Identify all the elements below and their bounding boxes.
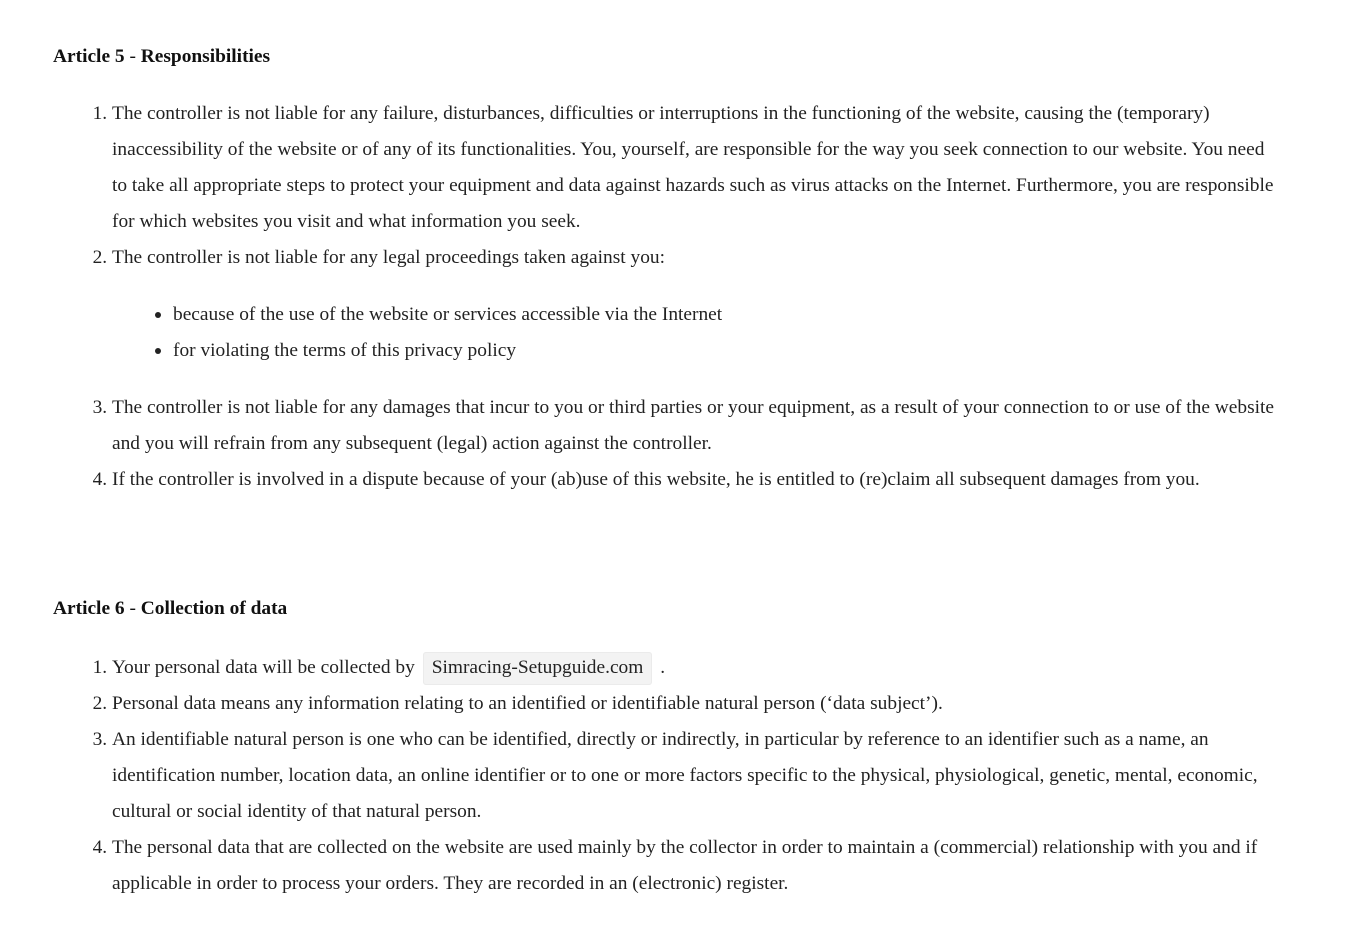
sub-list-item: because of the use of the website or services accessible via the Internet	[173, 297, 722, 333]
article-5-list	[53, 96, 1283, 276]
list-item: 2. The controller is not liable for any legal proceedings taken against you:	[112, 240, 1283, 276]
list-item: 2. Personal data means any information relating to an identified or identifiable natural person (‘data subject’).	[112, 686, 1283, 722]
article-6-number: Article 6	[53, 598, 125, 619]
site-name-code: Simracing-Setupguide.com	[423, 652, 653, 685]
heading-separator: -	[124, 598, 141, 619]
article-5-sub-list	[173, 297, 722, 369]
article-6-heading	[53, 596, 287, 622]
article-6-title: Collection of data	[140, 598, 288, 619]
list-item: 4. The personal data that are collected on the website are used mainly by the collector in order to maintain a (commercial) relationship with you and if applicable in order to process your orders. They are recorded in an (electronic) register.	[112, 830, 1283, 902]
sub-list-item: for violating the terms of this privacy policy	[173, 333, 722, 369]
article-5-number: Article 5	[53, 46, 125, 67]
item-text: .	[660, 657, 666, 678]
list-item	[112, 650, 1283, 686]
list-item: 4. If the controller is involved in a dispute because of your (ab)use of this website, he is entitled to (re)claim all subsequent damages from you.	[112, 462, 1283, 498]
list-item: 1. The controller is not liable for any failure, disturbances, difficulties or interruptions in the functioning of the website, causing the (temporary) inaccessibility of the website or of any of its functionalities. You, yourself, are responsible for the way you seek connection to our website. You need to take all appropriate steps to protect your equipment and data against hazards such as virus attacks on the Internet. Furthermore, you are responsible for which websites you visit and what information you seek.	[112, 96, 1283, 240]
list-item: 3. An identifiable natural person is one who can be identified, directly or indirectly, in particular by reference to an identifier such as a name, an identification number, location data, an online identifier or to one or more factors specific to the physical, physiological, genetic, mental, economic, cultural or social identity of that natural person.	[112, 722, 1283, 830]
article-6-list	[53, 650, 1283, 902]
heading-separator: -	[124, 46, 141, 67]
article-5-heading	[53, 44, 270, 70]
list-item: 3. The controller is not liable for any damages that incur to you or third parties or your equipment, as a result of your connection to or use of the website and you will refrain from any subsequent (legal) action against the controller.	[112, 390, 1283, 462]
article-5-list-continued	[53, 390, 1283, 498]
item-text: Your personal data will be collected by	[112, 657, 415, 678]
article-5-title: Responsibilities	[140, 46, 271, 67]
